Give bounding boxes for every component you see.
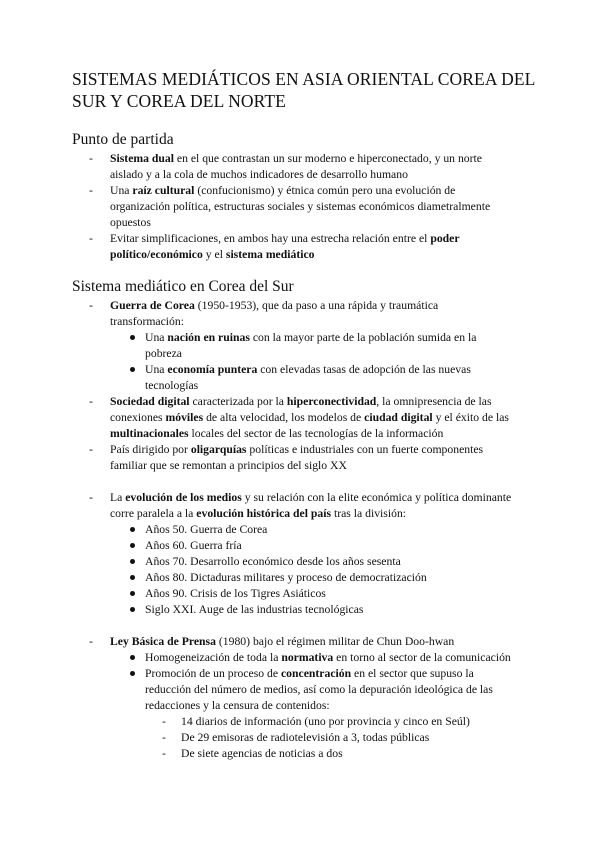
- bullet-marker: [130, 591, 135, 596]
- dash-marker: -: [89, 152, 93, 165]
- list-item: Ley Básica de Prensa (1980) bajo el régimen militar de Chun Doo-hwan: [110, 635, 455, 648]
- list-item: Guerra de Corea (1950-1953), que da paso a una rápida y traumática transformación:: [110, 299, 439, 328]
- list-item: De 29 emisoras de radiotelevisión a 3, todas públicas: [181, 731, 430, 744]
- page-title: SISTEMAS MEDIÁTICOS EN ASIA ORIENTAL COREA DEL SUR Y COREA DEL NORTE: [72, 69, 536, 111]
- list-item: Sistema dual en el que contrastan un sur moderno e hiperconectado, y un norte aislado y a la cola de muchos indicadores de desarrollo humano: [110, 152, 482, 181]
- bullet-marker: [130, 607, 135, 612]
- section-heading-sistema-mediatico: Sistema mediático en Corea del Sur: [72, 278, 294, 295]
- list-item: Homogeneización de toda la normativa en torno al sector de la comunicación: [145, 651, 511, 664]
- list-item: Años 70. Desarrollo económico desde los años sesenta: [145, 555, 401, 568]
- list-item: País dirigido por oligarquías políticas e industriales con un fuerte componentes familiar que se remontan a principios del siglo XX: [110, 443, 484, 472]
- dash-marker: -: [89, 232, 93, 245]
- dash-marker: -: [89, 184, 93, 197]
- list-item: Años 90. Crisis de los Tigres Asiáticos: [145, 587, 326, 600]
- list-item: Años 60. Guerra fría: [145, 539, 242, 552]
- bullet-marker: [130, 527, 135, 532]
- list-item: Sociedad digital caracterizada por la hiperconectividad, la omnipresencia de las conexiones móviles de alta velocidad, los modelos de ciudad digital y el éxito de las multinacionales locales del sector de las tecnologías de la información: [110, 395, 509, 440]
- dash-marker: -: [89, 443, 93, 456]
- dash-marker: -: [162, 715, 166, 728]
- list-item: Siglo XXI. Auge de las industrias tecnológicas: [145, 603, 364, 616]
- list-item: De siete agencias de noticias a dos: [181, 747, 343, 760]
- bullet-marker: [130, 575, 135, 580]
- dash-marker: -: [162, 747, 166, 760]
- bullet-marker: [130, 335, 135, 340]
- dash-marker: -: [89, 491, 93, 504]
- bullet-marker: [130, 367, 135, 372]
- list-item: Años 50. Guerra de Corea: [145, 523, 268, 536]
- list-item: Promoción de un proceso de concentración en el sector que supuso la reducción del número de medios, así como la depuración ideológica de las redacciones y la censura de contenidos:: [145, 667, 493, 712]
- list-item: Años 80. Dictaduras militares y proceso de democratización: [145, 571, 427, 584]
- dash-marker: -: [89, 395, 93, 408]
- list-item: Una raíz cultural (confucionismo) y étnica común pero una evolución de organización política, estructuras sociales y sistemas económicos diametralmente opuestos: [110, 184, 491, 229]
- list-item: Una economía puntera con elevadas tasas de adopción de las nuevas tecnologías: [145, 363, 471, 392]
- list-item: Una nación en ruinas con la mayor parte de la población sumida en la pobreza: [145, 331, 477, 360]
- dash-marker: -: [89, 635, 93, 648]
- bullet-marker: [130, 559, 135, 564]
- dash-marker: -: [89, 299, 93, 312]
- list-item: La evolución de los medios y su relación con la elite económica y política dominante corre paralela a la evolución histórica del país tras la división:: [110, 491, 512, 520]
- list-item: Evitar simplificaciones, en ambos hay una estrecha relación entre el poder político/económico y el sistema mediático: [110, 232, 460, 261]
- list-item: 14 diarios de información (uno por provincia y cinco en Seúl): [181, 715, 470, 728]
- bullet-marker: [130, 543, 135, 548]
- bullet-marker: [130, 655, 135, 660]
- dash-marker: -: [162, 731, 166, 744]
- bullet-marker: [130, 671, 135, 676]
- section-heading-punto-de-partida: Punto de partida: [72, 131, 174, 148]
